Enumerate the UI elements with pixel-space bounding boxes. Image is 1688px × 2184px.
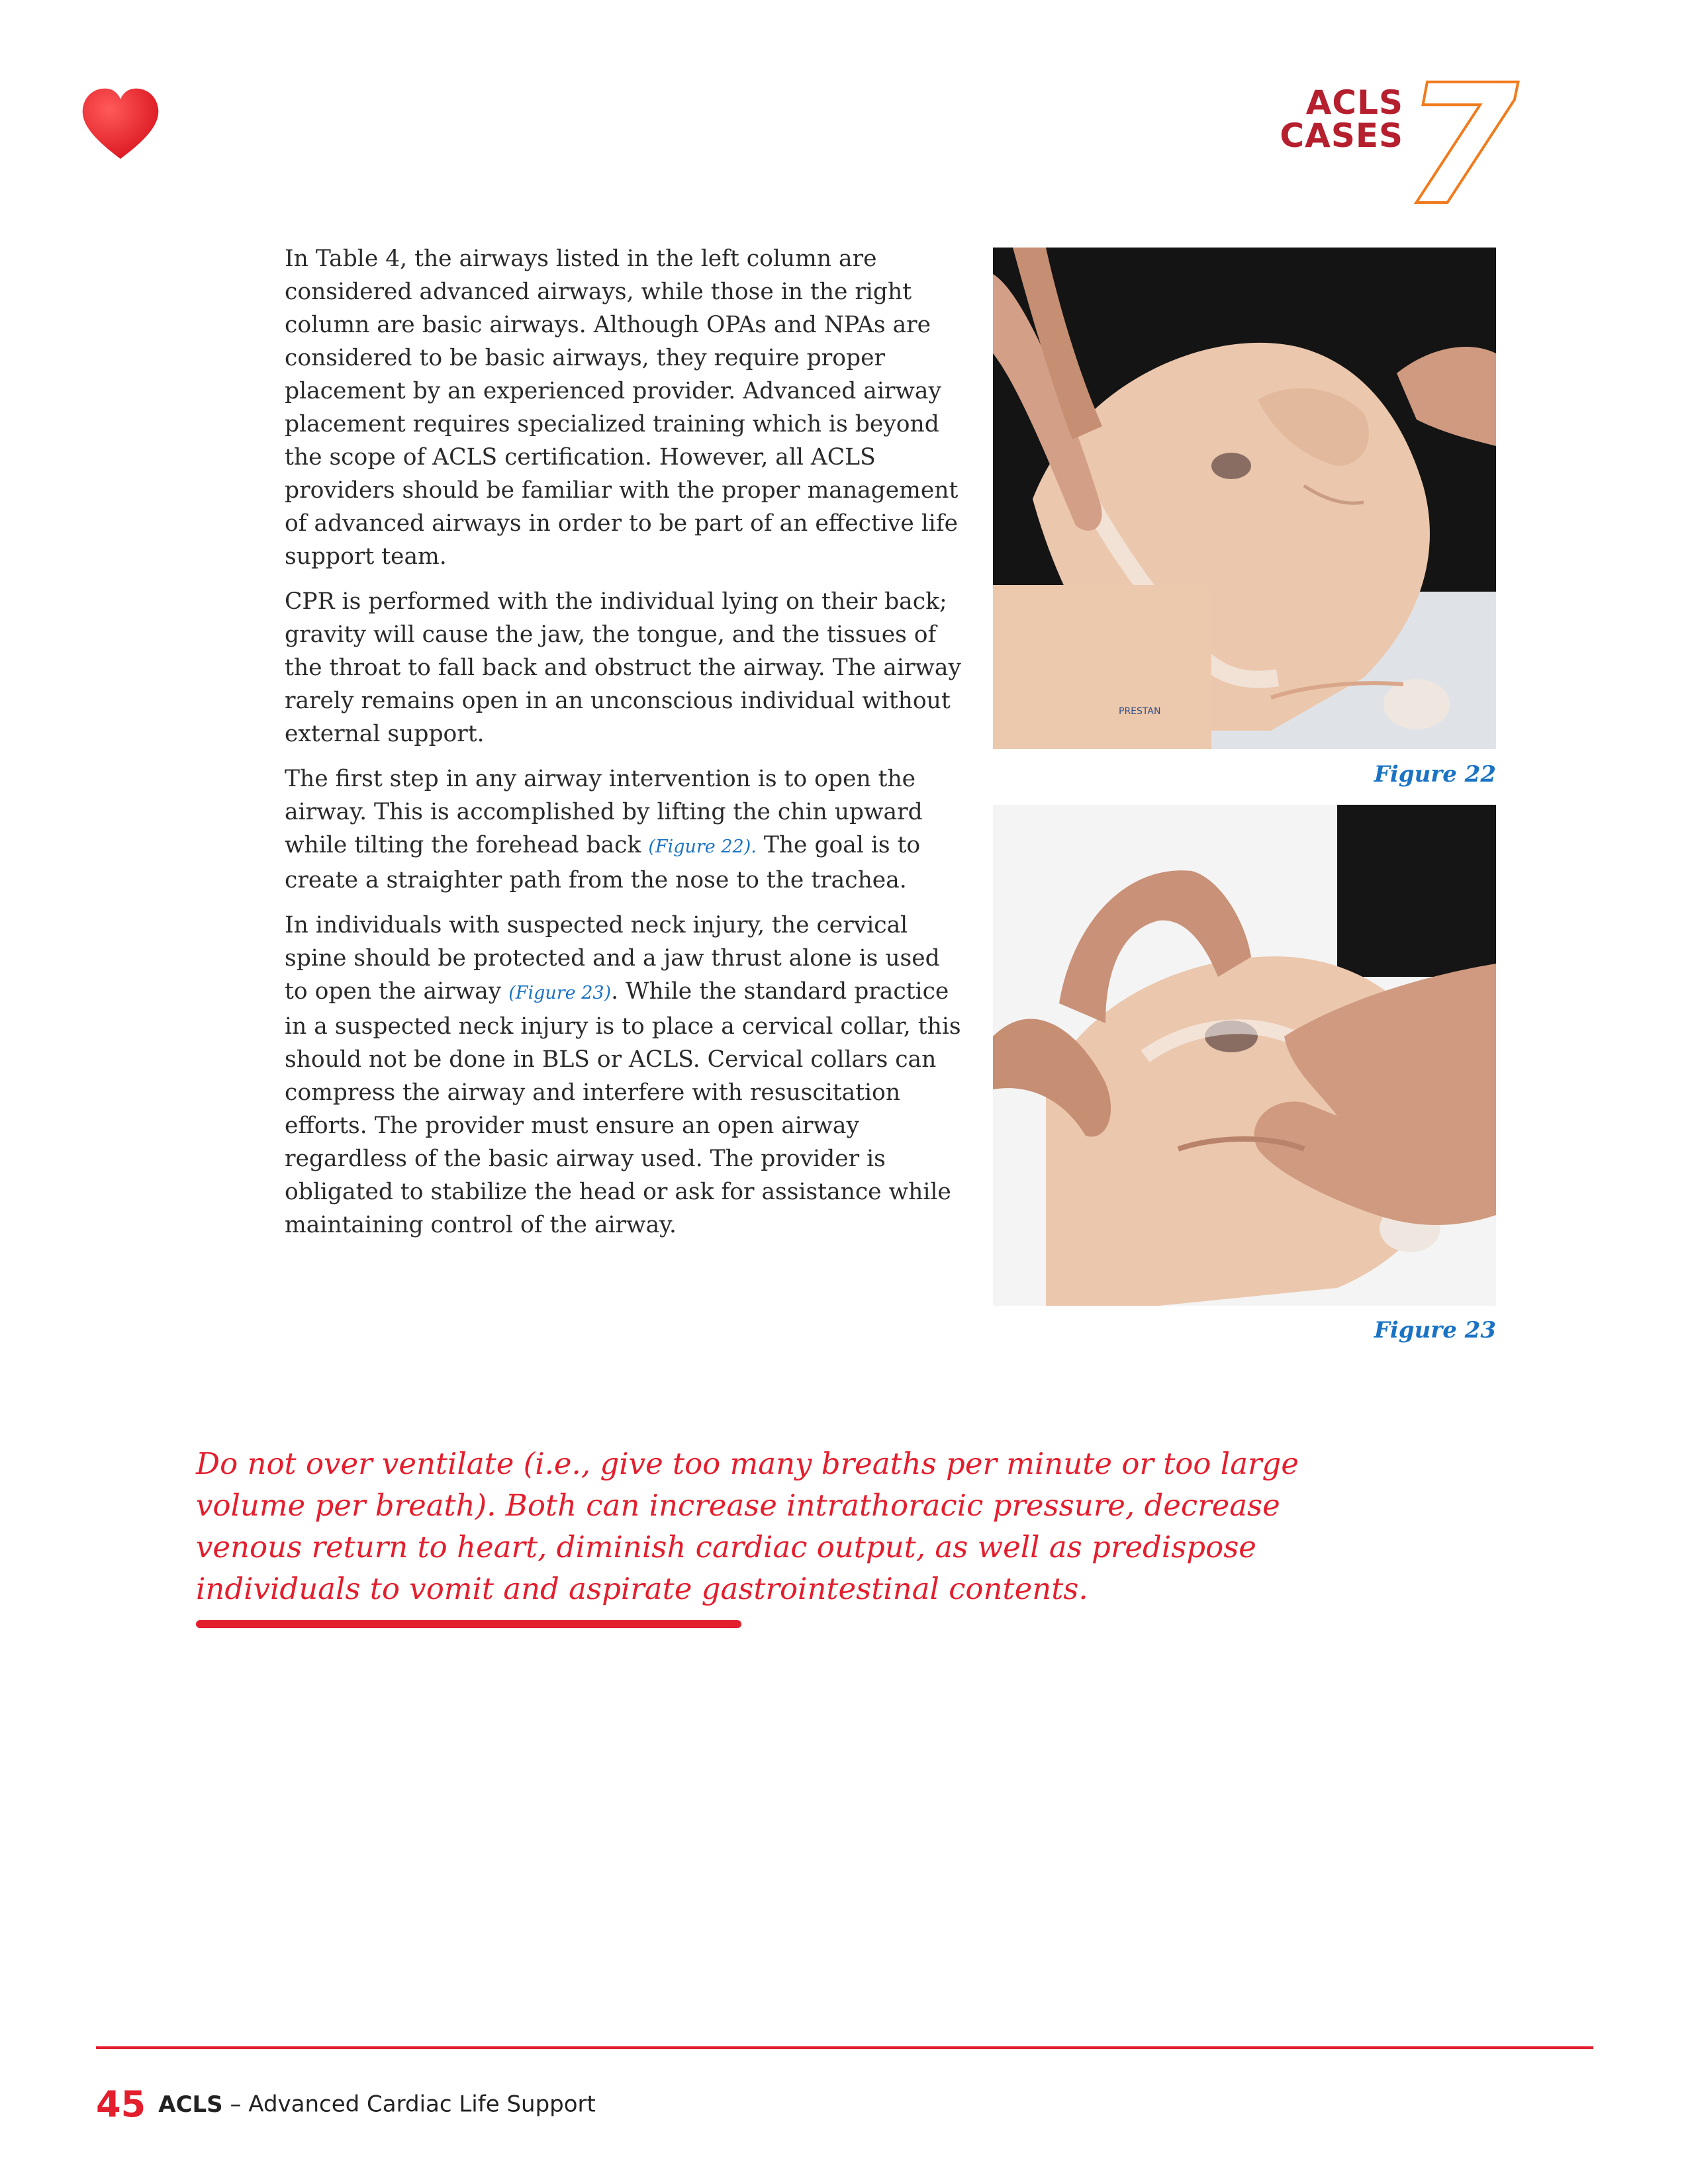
footer-divider [96,2046,1593,2049]
page-number: 45 [96,2083,146,2125]
paragraph-4-text-a: In individuals with suspected neck injury, the cervical spine should be protected and a jaw thrust alone is used to open the airway [285,912,940,1005]
figure-23-caption: Figure 23 [1374,1317,1496,1343]
paragraph-1: In Table 4, the airways listed in the left column are considered advanced airways, while those in the right column are basic airways. Although OPAs and NPAs are considered to be basic airways, they require proper placement by an experienced provider. Advanced airway placement requires specialized training which is beyond the scope of ACLS certification. However, all ACLS providers should be familiar with the proper management of advanced airways in order to be part of an effective life support team. [285,246,959,570]
figure-22-photo [993,248,1496,749]
paragraph-3-text-a: The first step in any airway intervention is to open the airway. This is accomplished by lifting the chin upward while tilting the forehead back [285,766,923,858]
ventilation-warning-callout: Do not over ventilate (i.e., give too many breaths per minute or too large volume per breath). Both can increase intrathoracic pressure, decrease venous return to heart, diminish cardiac output, as well as predispose individuals to vomit and aspirate gastrointestinal contents. [196,1446,1299,1606]
figure-23-link[interactable]: (Figure 23) [508,983,612,1003]
footer-book-short: ACLS [158,2091,223,2118]
paragraph-3 [285,762,964,897]
chapter-title-line1: ACLS [1305,83,1403,122]
chapter-number: 7 [1403,49,1519,242]
body-text [285,242,964,1253]
figure-22-caption: Figure 22 [1374,761,1496,788]
paragraph-4-text-b: . While the standard practice in a suspected neck injury is to place a cervical collar, this should not be done in BLS or ACLS. Cervical collars can compress the airway and interfere with resuscitation efforts. The provider must ensure an open airway regardless of the basic airway used. The provider is obligated to stabilize the head or ask for assistance while maintaining control of the airway. [285,978,961,1238]
brand-label: PRESTAN [1119,706,1161,717]
figure-23-photo [993,805,1496,1306]
heart-icon [81,87,160,161]
callout-underline [196,1620,741,1628]
chapter-title [1244,83,1403,155]
figure-22-link[interactable]: (Figure 22). [648,837,757,857]
paragraph-3-text-b: The goal is to create a straighter path from the nose to the trachea. [285,832,921,893]
footer-book-subtitle: – Advanced Cardiac Life Support [222,2091,596,2118]
chapter-title-line2: CASES [1280,116,1403,155]
paragraph-2: CPR is performed with the individual lying on their back; gravity will cause the jaw, the tongue, and the tissues of the throat to fall back and obstruct the airway. The airway rarely remains open in an unconscious individual without external support. [285,588,961,747]
paragraph-4 [285,909,964,1242]
page-footer [96,2083,596,2125]
